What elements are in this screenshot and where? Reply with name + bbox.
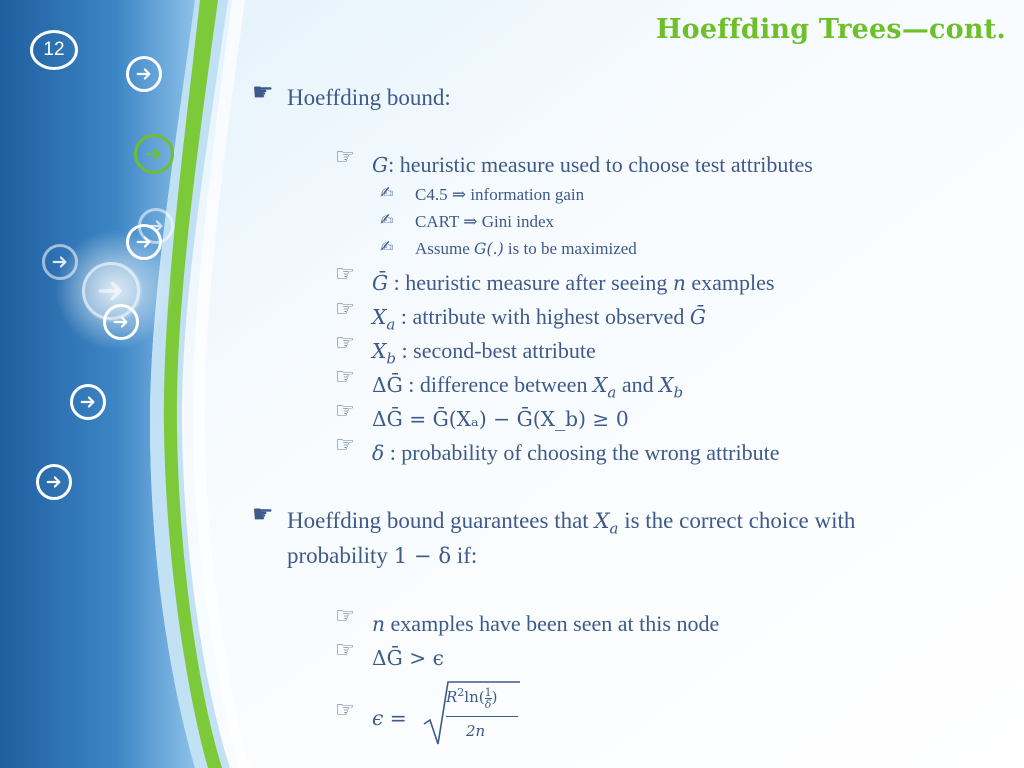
white-pointing-hand-icon: ☞: [335, 145, 355, 170]
white-pointing-hand-icon: ☞: [335, 297, 355, 322]
symbol-x: X: [592, 373, 608, 397]
symbol-gbar: Ḡ: [689, 305, 707, 329]
subscript-a: a: [386, 315, 396, 334]
numerator-r: R: [446, 688, 458, 706]
white-pointing-hand-icon: ☞: [335, 331, 355, 356]
bullet-guarantee-line1: [287, 508, 855, 538]
sub-item-text: Assume: [415, 239, 475, 258]
epsilon-sqrt-formula: [422, 678, 582, 744]
sub-item-cart: [415, 212, 554, 232]
item-text: : attribute with highest observed: [395, 304, 690, 329]
condition-text: examples have been seen at this node: [385, 611, 720, 636]
formula-one-minus-delta: 1 − δ: [393, 543, 452, 568]
writing-hand-icon: ✍: [380, 183, 394, 202]
item-xb: [372, 338, 596, 367]
symbol-g-dot: G(.): [474, 239, 504, 258]
white-pointing-hand-icon: ☞: [335, 365, 355, 390]
subscript-a: a: [609, 519, 619, 538]
item-text: : heuristic measure after seeing: [388, 270, 673, 295]
white-pointing-hand-icon: ☞: [335, 604, 355, 629]
numerator-close: ): [491, 688, 498, 706]
subscript-b: b: [386, 349, 397, 368]
slide-title: Hoeffding Trees—cont.: [655, 14, 1006, 45]
inner-fraction: [485, 687, 492, 710]
sub-item-text: CART ⇒ Gini index: [415, 212, 554, 231]
numerator-ln: ln(: [464, 688, 485, 706]
bullet-hoeffding-bound: [287, 85, 451, 111]
sqrt-numerator: [446, 686, 497, 710]
writing-hand-icon: ✍: [380, 210, 394, 229]
subscript-a: a: [607, 383, 617, 402]
symbol-delta-gbar: ΔḠ: [372, 373, 403, 397]
epsilon-lhs: ϵ =: [372, 706, 407, 730]
white-pointing-hand-icon: ☞: [335, 433, 355, 458]
item-delta-g: [372, 372, 683, 401]
item-text: : difference between: [402, 372, 593, 397]
pointing-hand-icon: ☛: [252, 78, 274, 106]
symbol-n: n: [372, 612, 386, 636]
formula-delta-g-gt-epsilon: ΔḠ > ϵ: [372, 646, 444, 670]
pointing-hand-icon: ☛: [252, 500, 274, 528]
sub-item-text: C4.5 ⇒ information gain: [415, 185, 585, 204]
inner-fraction-bottom: δ: [484, 697, 492, 711]
item-text: : probability of choosing the wrong attribute: [384, 440, 780, 465]
writing-hand-icon: ✍: [380, 237, 394, 256]
white-pointing-hand-icon: ☞: [335, 638, 355, 663]
symbol-x: X: [372, 305, 387, 329]
sub-item-c45: [415, 185, 584, 205]
symbol-x: X: [594, 508, 610, 533]
symbol-gbar: Ḡ: [372, 271, 389, 295]
white-pointing-hand-icon: ☞: [335, 698, 355, 723]
item-g-text: : heuristic measure used to choose test attributes: [388, 152, 813, 177]
symbol-n: n: [672, 271, 686, 295]
slide-number: 12: [30, 30, 78, 70]
item-text-and: and: [616, 372, 660, 397]
item-xa: [372, 304, 706, 333]
bullet-text-post: if:: [451, 543, 478, 568]
sub-item-assume: [415, 239, 637, 259]
item-gbar: [372, 270, 774, 296]
inner-fraction-top: 1: [484, 685, 492, 699]
white-pointing-hand-icon: ☞: [335, 262, 355, 287]
subscript-b: b: [673, 383, 684, 402]
bullet-guarantee-line2: [287, 543, 477, 569]
item-text: : second-best attribute: [396, 338, 596, 363]
bullet-text: probability: [287, 543, 394, 568]
bullet-text: Hoeffding bound:: [287, 85, 451, 110]
numerator-sup: 2: [457, 686, 465, 699]
sqrt-denominator: 2n: [466, 722, 486, 740]
sub-item-text-post: is to be maximized: [503, 239, 637, 258]
symbol-g: G: [372, 153, 389, 177]
sqrt-fraction-bar: [446, 716, 518, 717]
item-delta: [372, 440, 780, 466]
white-pointing-hand-icon: ☞: [335, 399, 355, 424]
symbol-x: X: [659, 373, 674, 397]
formula-delta-g: ΔḠ = Ḡ(Xₐ) − Ḡ(X_b) ≥ 0: [372, 407, 629, 431]
condition-delta-g-gt-eps: [372, 645, 444, 671]
bullet-text-post: is the correct choice with: [618, 508, 856, 533]
item-delta-g-equation: [372, 406, 629, 432]
symbol-delta: δ: [372, 441, 385, 465]
condition-epsilon-equation: [372, 705, 407, 731]
symbol-x: X: [372, 339, 387, 363]
item-g: [372, 152, 813, 178]
item-text-post: examples: [685, 270, 775, 295]
condition-n-examples: [372, 611, 719, 637]
bullet-text: Hoeffding bound guarantees that: [287, 508, 595, 533]
